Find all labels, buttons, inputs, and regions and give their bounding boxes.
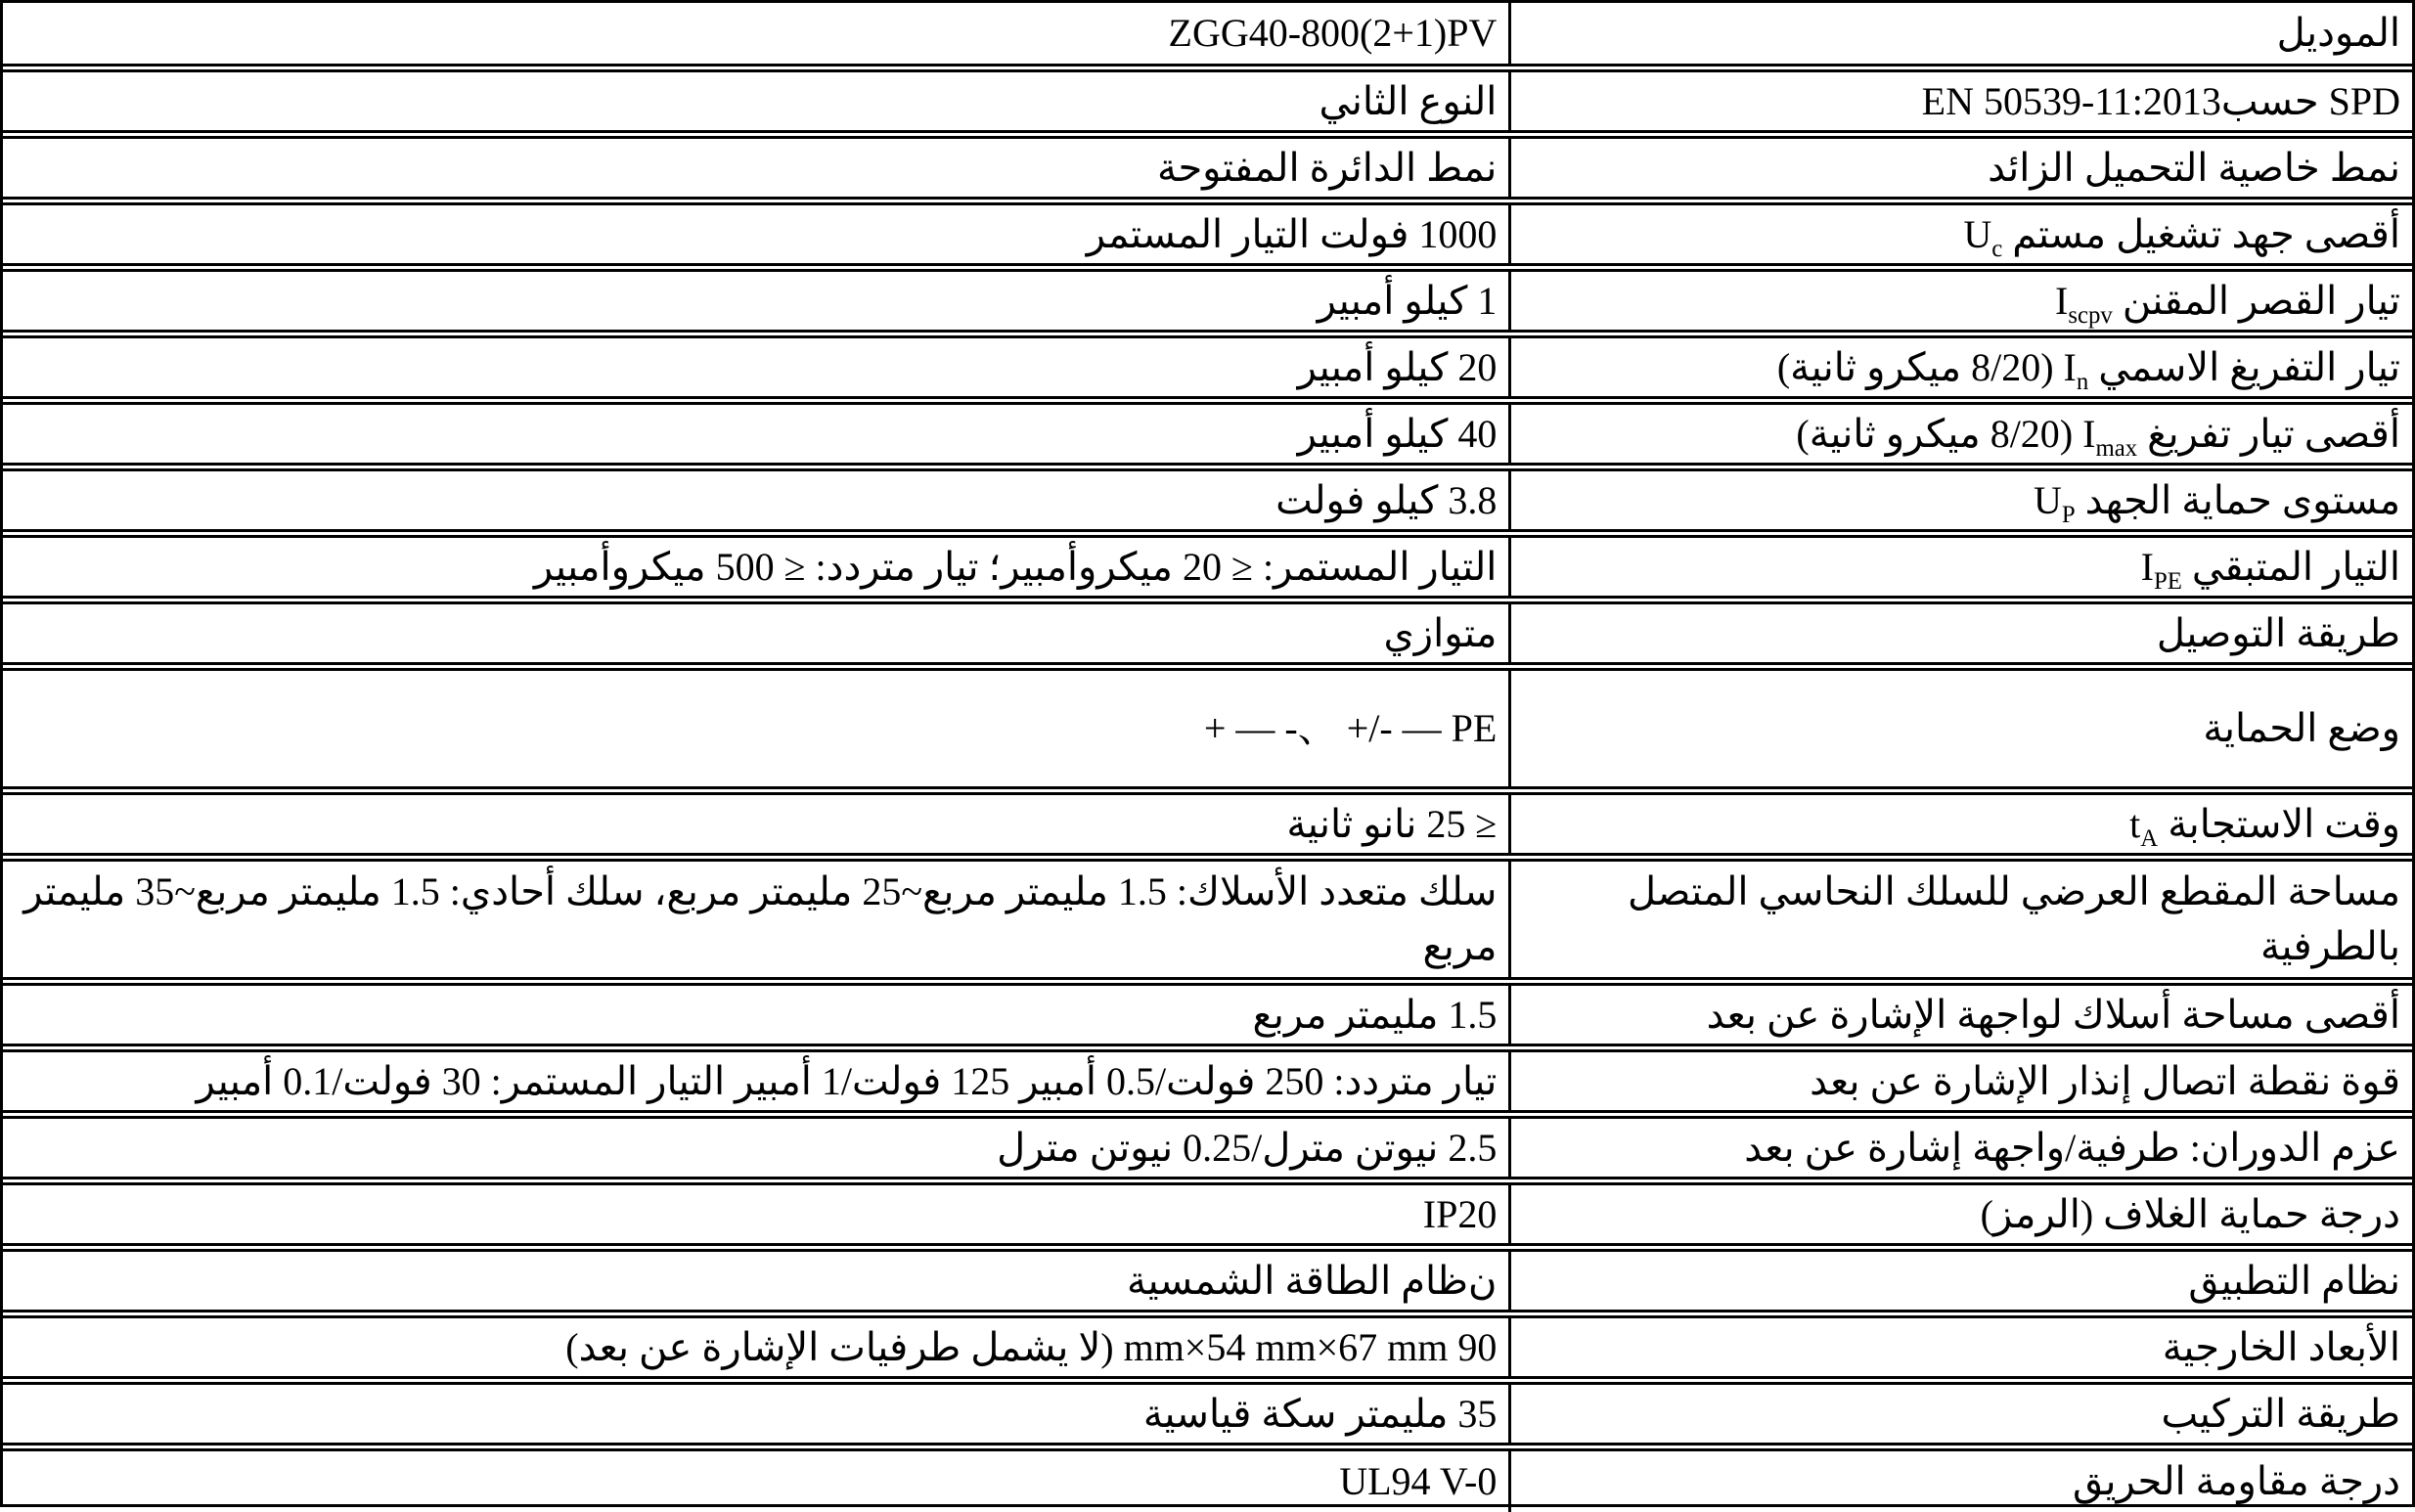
spec-value-text: ZGG40-800(2+1)PV (1168, 11, 1498, 55)
spec-label-text (2161, 1387, 2400, 1442)
spec-value-cell (3, 338, 1508, 396)
spec-value-text: التيار المستمر: ≤ 20 ميكروأمبير؛ تيار متردد: ≤ 500 ميكروأمبير (533, 544, 1498, 589)
label-pre: الأبعاد الخارجية (2162, 1324, 2400, 1369)
spec-row (3, 136, 2412, 200)
spec-value-cell (3, 1119, 1508, 1177)
label-pre: وضع الحماية (2203, 706, 2400, 750)
spec-label-text (1963, 207, 2400, 262)
spec-value-cell (3, 1185, 1508, 1243)
spec-row (3, 269, 2412, 333)
spec-label-cell (1508, 1185, 2412, 1243)
spec-label-cell (1508, 338, 2412, 396)
label-symbol: I (2082, 411, 2096, 456)
spec-label-cell (1508, 604, 2412, 662)
label-subscript: scpv (2068, 301, 2113, 329)
label-pre: مساحة المقطع العرضي للسلك النحاسي المتصل بالطرفية (1628, 869, 2400, 968)
spec-value-text: ن‌ظام الطاقة الشمسية (1127, 1258, 1498, 1303)
spec-label-cell (1508, 72, 2412, 130)
label-pre: عزم الدوران: طرفية/واجهة إشارة عن بعد (1744, 1125, 2400, 1170)
label-subscript: A (2140, 824, 2159, 852)
label-subscript: PE (2153, 567, 2182, 595)
spec-value-text: متوازي (1383, 610, 1498, 655)
spec-label-cell (1508, 405, 2412, 463)
spec-value-text: 35 مليمتر سكة قياسية (1142, 1391, 1498, 1436)
label-symbol: U (1963, 211, 1992, 256)
spec-label-cell (1508, 471, 2412, 529)
spec-label-cell (1508, 1451, 2412, 1512)
label-symbol: I (2140, 544, 2154, 589)
spec-value-text: 1000 فولت التيار المستمر (1086, 211, 1498, 256)
spec-value-cell (3, 1252, 1508, 1310)
spec-value-cell (3, 986, 1508, 1044)
spec-value-text: + — -、 +/- — PE (1203, 706, 1498, 750)
label-subscript: P (2061, 501, 2076, 528)
spec-label-text (2277, 6, 2400, 61)
spec-value-cell (3, 405, 1508, 463)
spec-row (3, 468, 2412, 532)
spec-row (3, 335, 2412, 399)
spec-label-cell (1508, 205, 2412, 263)
spec-row (3, 983, 2412, 1046)
spec-label-text (2034, 473, 2400, 528)
spec-label-cell (1508, 986, 2412, 1044)
spec-row (3, 1382, 2412, 1445)
spec-label-cell (1508, 1385, 2412, 1443)
spec-label-cell (1508, 1318, 2412, 1376)
spec-label-cell (1508, 139, 2412, 197)
label-pre: الموديل (2276, 11, 2400, 55)
spec-label-text (1777, 340, 2400, 395)
spec-value-cell (3, 205, 1508, 263)
spec-label-text (1707, 988, 2400, 1043)
spec-row (3, 535, 2412, 599)
spec-value-cell (3, 471, 1508, 529)
spec-value-cell (3, 538, 1508, 596)
label-pre: أقصى جهد تشغيل مستم (2002, 211, 2400, 256)
spec-label-text (2157, 606, 2400, 661)
label-pre: طريقة التركيب (2161, 1391, 2400, 1436)
spec-label-text (2055, 274, 2400, 329)
spec-label-text (1981, 1187, 2400, 1242)
spec-label-text (2073, 1454, 2400, 1509)
spec-value-text: 2.5 نيوتن مترل/0.25 نيوتن مترل (997, 1125, 1498, 1170)
spec-value-text: IP20 (1422, 1191, 1498, 1236)
spec-label-text (2188, 1254, 2400, 1309)
spec-row (3, 1116, 2412, 1179)
spec-label-cell (1508, 272, 2412, 330)
label-pre: درجة حماية الغلاف (الرمز) (1980, 1191, 2400, 1236)
spec-value-cell (3, 1451, 1508, 1512)
label-symbol: I (2063, 344, 2077, 389)
spec-value-cell (3, 3, 1508, 64)
spec-label-cell (1508, 538, 2412, 596)
label-subscript: max (2095, 434, 2138, 462)
spec-row (3, 1315, 2412, 1379)
spec-row (3, 792, 2412, 856)
spec-label-text (1796, 407, 2400, 462)
spec-label-text (2163, 1320, 2400, 1375)
spec-row (3, 859, 2412, 980)
spec-label-cell (1508, 1252, 2412, 1310)
spec-value-text: 1 كيلو أمبير (1317, 278, 1498, 323)
label-pre: تيار القصر المقنن (2112, 278, 2400, 323)
spec-value-cell (3, 1052, 1508, 1110)
spec-value-cell (3, 272, 1508, 330)
spec-label-cell (1508, 1052, 2412, 1110)
spec-label-text (2129, 797, 2400, 852)
label-pre: طريقة التوصيل (2156, 610, 2400, 655)
spec-label-text (1922, 74, 2400, 129)
spec-label-cell (1508, 3, 2412, 64)
label-post: (8/20 ميكرو ثانية) (1796, 411, 2083, 456)
spec-value-cell (3, 1318, 1508, 1376)
label-pre: أقصى تيار تفريغ (2137, 411, 2400, 456)
label-symbol: U (2033, 477, 2062, 522)
spec-row (3, 1249, 2412, 1312)
spec-value-cell (3, 1385, 1508, 1443)
spec-value-cell (3, 139, 1508, 197)
label-pre: نظام التطبيق (2188, 1258, 2400, 1303)
spec-label-cell (1508, 795, 2412, 853)
spec-value-text: 3.8 كيلو فولت (1275, 477, 1498, 522)
spec-row (3, 402, 2412, 466)
spec-label-text (2141, 540, 2400, 595)
spec-label-text (1744, 1121, 2400, 1176)
label-post: (8/20 ميكرو ثانية) (1776, 344, 2064, 389)
label-pre: قوة نقطة اتصال إنذار الإشارة عن بعد (1810, 1058, 2400, 1103)
label-symbol: I (2055, 278, 2069, 323)
label-symbol: t (2129, 801, 2141, 846)
spec-value-text: نمط الدائرة المفتوحة (1157, 145, 1498, 190)
spec-value-text: UL94 V-0 (1339, 1459, 1498, 1503)
spec-label-cell (1508, 862, 2412, 977)
label-pre: تيار التفريغ الاسمي (2088, 344, 2400, 389)
label-pre: مستوى حماية الجهد (2075, 477, 2400, 522)
label-pre: وقت الاستجابة (2158, 801, 2400, 846)
spec-value-cell (3, 671, 1508, 786)
spec-label-text (1988, 141, 2400, 196)
spec-row (3, 3, 2412, 67)
spec-label-text (1523, 865, 2400, 974)
spec-label-cell (1508, 671, 2412, 786)
spec-value-text: النوع الثاني (1319, 78, 1498, 123)
spec-value-text: 40 كيلو أمبير (1297, 411, 1498, 456)
spec-value-text: ≤ 25 نانو ثانية (1286, 801, 1498, 846)
spec-row (3, 668, 2412, 789)
spec-value-text: 20 كيلو أمبير (1297, 344, 1498, 389)
label-pre: درجة مقاومة الحريق (2072, 1459, 2400, 1503)
spec-value-cell (3, 72, 1508, 130)
spec-value-cell (3, 862, 1508, 977)
label-pre: أقصى مساحة أسلاك لواجهة الإشارة عن بعد (1706, 992, 2400, 1037)
spec-value-text: سلك متعدد الأسلاك: 1.5 مليمتر مربع~25 مليمتر مربع، سلك أحادي: 1.5 مليمتر مربع~35 مليمتر مربع (23, 869, 1498, 968)
spec-value-text: 90 mm×54 mm×67 mm (لا يشمل طرفيات الإشارة عن بعد) (565, 1324, 1498, 1369)
spec-label-text (1810, 1054, 2400, 1109)
spec-row (3, 1448, 2412, 1512)
spec-row (3, 202, 2412, 266)
spec-row (3, 1049, 2412, 1113)
spec-value-text: تيار متردد: 250 فولت/0.5 أمبير 125 فولت/1 أمبير التيار المستمر: 30 فولت/0.1 أمبير (196, 1058, 1498, 1103)
spec-label-cell (1508, 1119, 2412, 1177)
label-subscript: n (2076, 368, 2089, 395)
spec-value-cell (3, 795, 1508, 853)
label-subscript: c (1991, 235, 2003, 262)
label-pre: نمط خاصية التحميل الزائد (1988, 145, 2400, 190)
spec-label-text (2203, 701, 2400, 756)
label-pre: SPD حسبEN 50539-11:2013 (1921, 78, 2400, 123)
spec-row (3, 1182, 2412, 1246)
spec-value-cell (3, 604, 1508, 662)
spec-value-text: 1.5 مليمتر مربع (1252, 992, 1498, 1037)
spec-row (3, 69, 2412, 133)
label-pre: التيار المتبقي (2181, 544, 2400, 589)
spec-row (3, 601, 2412, 665)
